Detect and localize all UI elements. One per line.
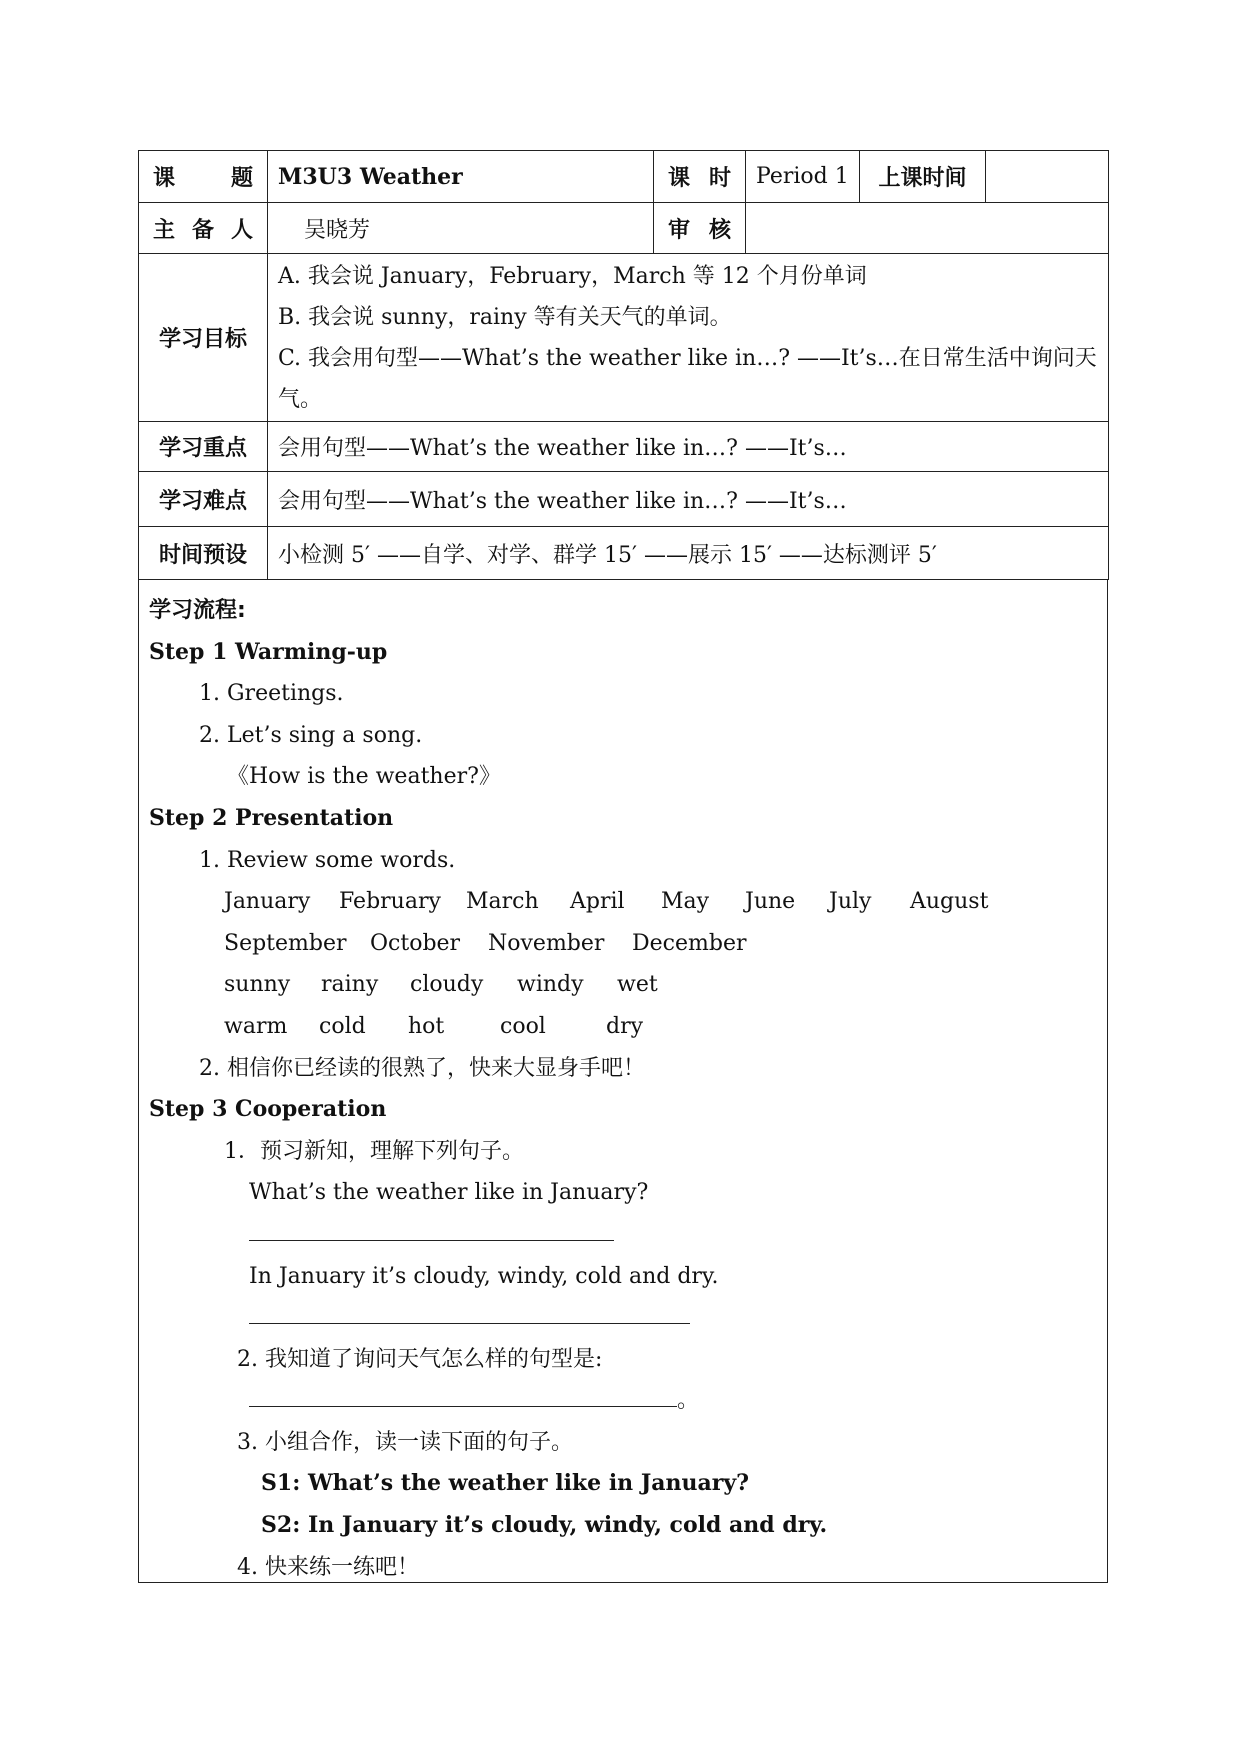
flow-title: 学习流程: <box>149 598 246 623</box>
review-label: 审 核 <box>654 203 746 254</box>
word: October <box>370 930 461 956</box>
sentence-1: What’s the weather like in January? <box>249 1180 649 1206</box>
difficulty-value: 会用句型——What’s the weather like in…? ——It’s… <box>268 472 1109 527</box>
lesson-plan-sheet <box>138 150 1108 1583</box>
key-point-label: 学习重点 <box>139 422 268 472</box>
word: hot <box>408 1013 445 1039</box>
answer-line-1 <box>149 1214 1097 1256</box>
goal-a: A. 我会说 January，February，March 等 12 个月份单词 <box>278 263 867 289</box>
step3-item3: 3. 小组合作，读一读下面的句子。 <box>237 1429 573 1455</box>
word: warm <box>224 1013 288 1039</box>
word: rainy <box>321 972 379 998</box>
step2-item2: 2. 相信你已经读的很熟了，快来大显身手吧！ <box>199 1055 645 1081</box>
goals-list <box>268 254 1109 422</box>
word: November <box>488 930 605 956</box>
weather-row-2 <box>149 1006 1097 1048</box>
learning-flow <box>138 580 1108 1583</box>
months-row-2 <box>149 923 1097 965</box>
key-point-value: 会用句型——What’s the weather like in…? ——It’s… <box>268 422 1109 472</box>
class-time-label: 上课时间 <box>860 151 986 203</box>
word: cold <box>319 1013 366 1039</box>
dialog-line-2: S2: In January it’s cloudy, windy, cold and dry. <box>261 1512 828 1539</box>
preparer-label: 主 备 人 <box>139 203 268 254</box>
word: wet <box>617 972 658 998</box>
word: sunny <box>224 972 291 998</box>
word: August <box>910 889 989 915</box>
word: July <box>829 889 872 915</box>
review-value <box>746 203 1109 254</box>
word: April <box>570 889 625 915</box>
answer-line-2 <box>149 1297 1097 1339</box>
word: cloudy <box>410 972 484 998</box>
difficulty-label: 学习难点 <box>139 472 268 527</box>
song-title: 《How is the weather?》 <box>227 764 501 790</box>
dialog-line-1: S1: What’s the weather like in January? <box>261 1470 750 1497</box>
step2-heading: Step 2 Presentation <box>149 804 394 831</box>
goal-c: C. 我会用句型——What’s the weather like in…? ——It’s…在日常生活中询问天气。 <box>278 345 1097 412</box>
answer-line-3-end: 。 <box>677 1388 700 1414</box>
word: dry <box>606 1013 644 1039</box>
word: September <box>224 930 347 956</box>
goal-b: B. 我会说 sunny，rainy 等有关天气的单词。 <box>278 304 732 330</box>
preparer-value: 吴晓芳 <box>268 203 654 254</box>
months-row-1 <box>149 881 1097 923</box>
lesson-header-table <box>138 150 1109 580</box>
sentence-2: In January it’s cloudy, windy, cold and dry. <box>249 1263 719 1289</box>
word: cool <box>500 1013 546 1039</box>
step1-item2: 2. Let’s sing a song. <box>199 722 423 748</box>
time-plan-value: 小检测 5′ ——自学、对学、群学 15′ ——展示 15′ ——达标测评 5′ <box>268 527 1109 580</box>
word: May <box>661 889 710 915</box>
step2-item1: 1. Review some words. <box>199 847 456 873</box>
step3-item4: 4. 快来练一练吧！ <box>237 1554 419 1580</box>
step3-heading: Step 3 Cooperation <box>149 1096 387 1123</box>
word: December <box>632 930 747 956</box>
word: June <box>745 889 796 915</box>
word: February <box>339 889 441 915</box>
step1-heading: Step 1 Warming-up <box>149 638 388 665</box>
period-value: Period 1 <box>746 151 860 203</box>
weather-row-1 <box>149 964 1097 1006</box>
word: windy <box>517 972 584 998</box>
goals-label: 学习目标 <box>139 254 268 422</box>
word: January <box>224 889 311 915</box>
step3-item1: 1．预习新知，理解下列句子。 <box>224 1138 524 1164</box>
class-time-value <box>986 151 1109 203</box>
step1-item1: 1. Greetings. <box>199 681 344 707</box>
answer-line-3 <box>149 1380 1097 1422</box>
step3-item2: 2. 我知道了询问天气怎么样的句型是: <box>237 1346 603 1372</box>
topic-label: 课 题 <box>139 151 268 203</box>
time-plan-label: 时间预设 <box>139 527 268 580</box>
topic-value: M3U3 Weather <box>268 151 654 203</box>
period-label: 课 时 <box>654 151 746 203</box>
word: March <box>466 889 539 915</box>
